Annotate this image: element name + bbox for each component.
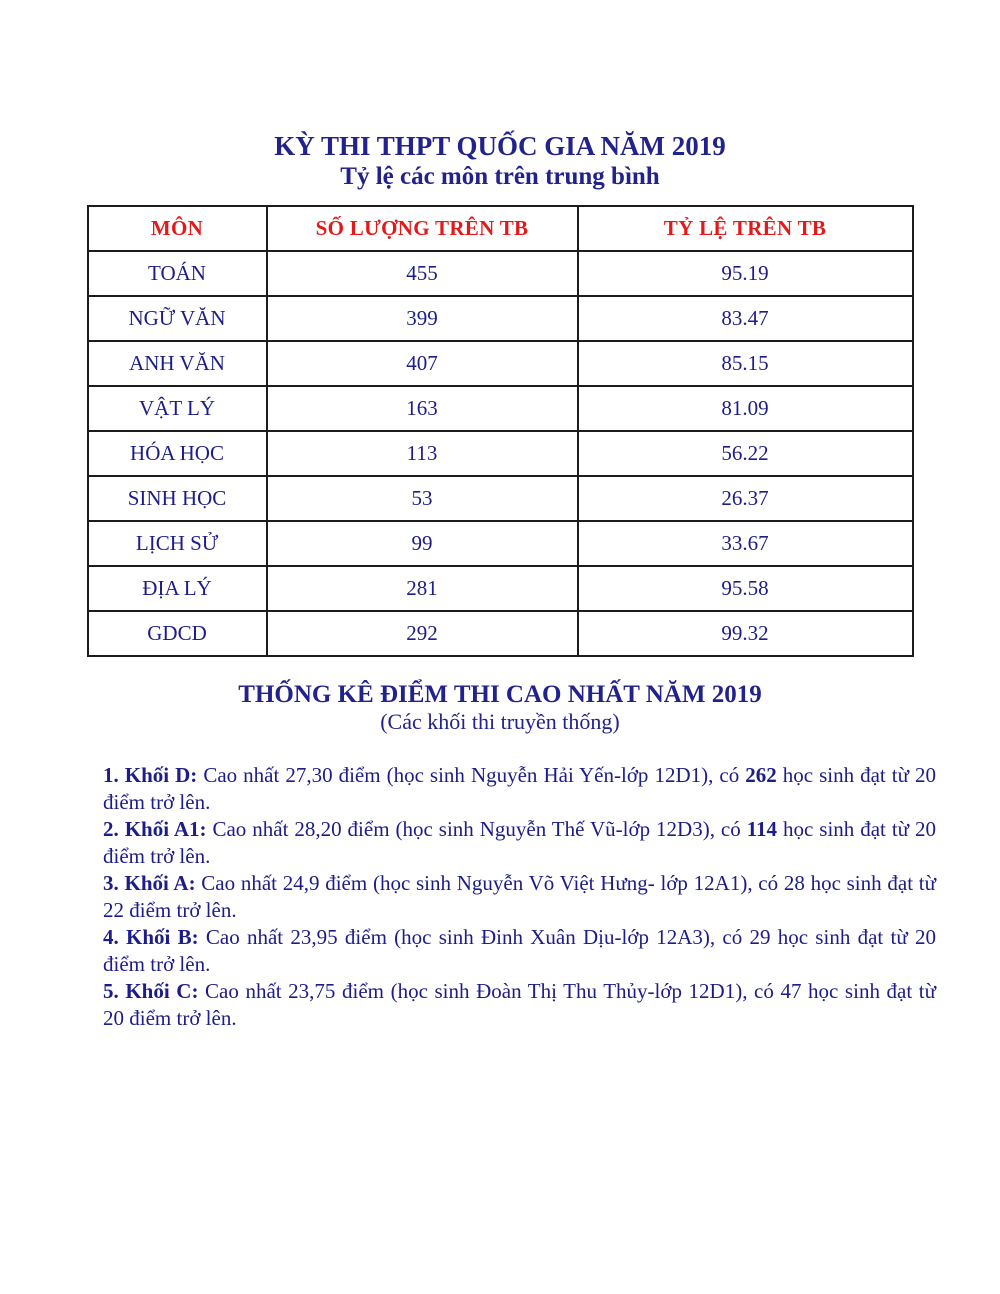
document-title: KỲ THI THPT QUỐC GIA NĂM 2019 [274, 131, 726, 161]
cell-rate: 81.09 [578, 386, 913, 431]
table-row [88, 431, 913, 476]
table-row [88, 341, 913, 386]
table-row [88, 566, 913, 611]
stats-item-khoi-a1 [103, 816, 936, 870]
cell-subject: ANH VĂN [88, 341, 267, 386]
cell-subject: VẬT LÝ [88, 386, 267, 431]
cell-count: 292 [267, 611, 578, 656]
cell-count: 399 [267, 296, 578, 341]
cell-subject: SINH HỌC [88, 476, 267, 521]
column-header-rate: TỶ LỆ TRÊN TB [578, 206, 913, 251]
column-header-count: SỐ LƯỢNG TRÊN TB [267, 206, 578, 251]
stats-item-text: Cao nhất 27,30 điểm (học sinh Nguyễn Hải Yến-lớp 12D1), có [197, 763, 746, 787]
table-row [88, 386, 913, 431]
cell-rate: 85.15 [578, 341, 913, 386]
cell-subject: GDCD [88, 611, 267, 656]
column-header-subject: MÔN [88, 206, 267, 251]
stats-item-bold-count: 114 [746, 817, 778, 841]
cell-subject: ĐỊA LÝ [88, 566, 267, 611]
table-row [88, 521, 913, 566]
stats-item-label: 1. Khối D: [103, 763, 198, 787]
cell-subject: TOÁN [88, 251, 267, 296]
cell-count: 53 [267, 476, 578, 521]
stats-item-text: Cao nhất 23,95 điểm (học sinh Đinh Xuân Dịu-lớp 12A3), có 29 học sinh đạt từ 20 điểm trở lên. [103, 925, 936, 976]
cell-rate: 83.47 [578, 296, 913, 341]
cell-subject: NGỮ VĂN [88, 296, 267, 341]
cell-count: 407 [267, 341, 578, 386]
stats-item-text: Cao nhất 24,9 điểm (học sinh Nguyễn Võ Việt Hưng- lớp 12A1), có 28 học sinh đạt từ 22 điểm trở lên. [103, 871, 936, 922]
cell-rate: 33.67 [578, 521, 913, 566]
table-row [88, 476, 913, 521]
stats-item-label: 5. Khối C: [103, 979, 199, 1003]
stats-item-bold-count: 262 [745, 763, 777, 787]
cell-rate: 95.58 [578, 566, 913, 611]
table-header-row [88, 206, 913, 251]
cell-rate: 95.19 [578, 251, 913, 296]
cell-subject: LỊCH SỬ [88, 521, 267, 566]
cell-rate: 26.37 [578, 476, 913, 521]
stats-item-khoi-a [103, 870, 936, 924]
table-row [88, 251, 913, 296]
cell-rate: 99.32 [578, 611, 913, 656]
stats-section-subheading: (Các khối thi truyền thống) [380, 709, 620, 734]
cell-count: 113 [267, 431, 578, 476]
cell-subject: HÓA HỌC [88, 431, 267, 476]
stats-section-heading: THỐNG KÊ ĐIỂM THI CAO NHẤT NĂM 2019 [238, 681, 762, 708]
stats-item-text: học sinh đạt từ 20 điểm trở lên. [103, 817, 937, 868]
cell-count: 163 [267, 386, 578, 431]
table-row [88, 296, 913, 341]
stats-list [103, 762, 936, 1032]
subject-stats-table [87, 205, 914, 657]
stats-item-label: 2. Khối A1: [103, 817, 207, 841]
stats-item-khoi-b [103, 924, 936, 978]
document-subtitle: Tỷ lệ các môn trên trung bình [340, 163, 660, 190]
stats-item-label: 4. Khối B: [103, 925, 199, 949]
stats-item-khoi-c [103, 978, 936, 1032]
cell-count: 455 [267, 251, 578, 296]
cell-count: 99 [267, 521, 578, 566]
cell-count: 281 [267, 566, 578, 611]
stats-item-text: Cao nhất 23,75 điểm (học sinh Đoàn Thị Thu Thủy-lớp 12D1), có 47 học sinh đạt từ 20 điểm trở lên. [103, 979, 936, 1030]
cell-rate: 56.22 [578, 431, 913, 476]
stats-item-khoi-d [103, 762, 936, 816]
table-row [88, 611, 913, 656]
stats-item-text: Cao nhất 28,20 điểm (học sinh Nguyễn Thế Vũ-lớp 12D3), có [206, 817, 747, 841]
stats-item-label: 3. Khối A: [103, 871, 196, 895]
stats-item-text: học sinh đạt từ 20 điểm trở lên. [103, 763, 936, 814]
